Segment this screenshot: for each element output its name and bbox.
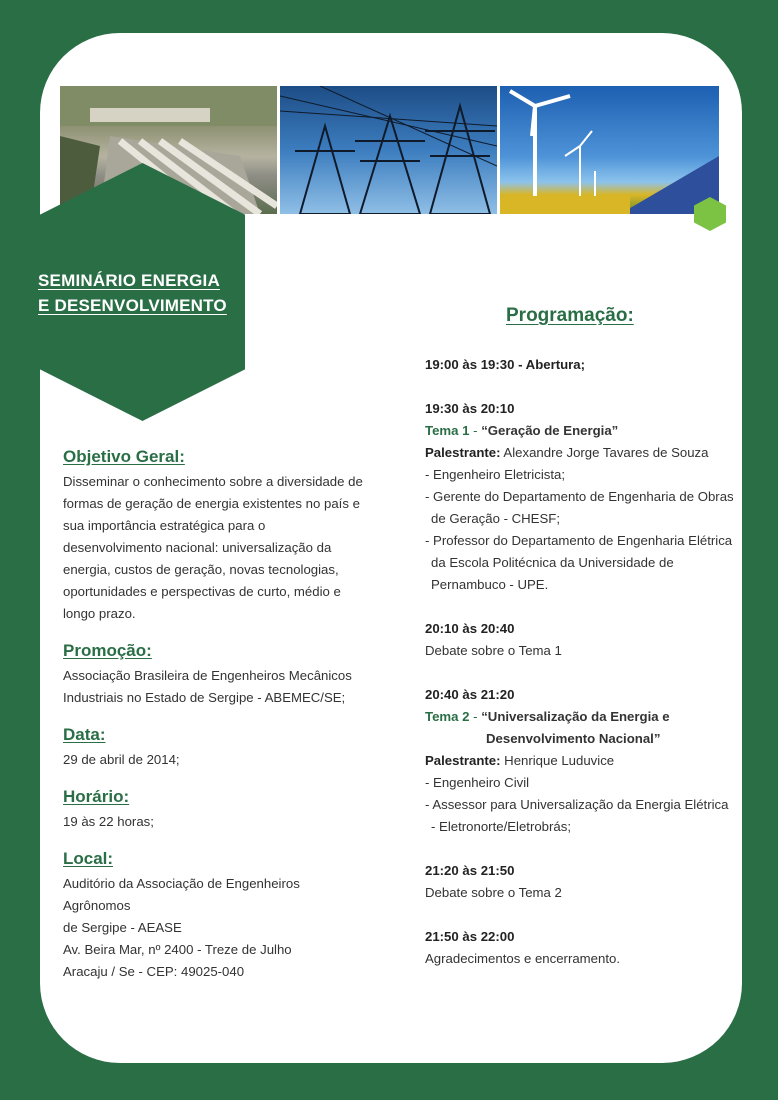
schedule-item: 20:40 às 21:20 Tema 2 - “Universalização da Energia e Desenvolvimento Nacional” Palestrante: Henrique Luduvice - Engenheiro Civil - Assessor para Universalização da Energia Elétrica - Eletronorte/Eletrobrás; (425, 684, 735, 838)
promocao-text: Associação Brasileira de Engenheiros Mecânicos Industriais no Estado de Sergipe - ABEMEC/SE; (63, 668, 352, 705)
objetivo-text: Disseminar o conhecimento sobre a diversidade de formas de geração de energia existentes no país e sua importância estratégica para o desenvolvimento nacional: universalização da energia, custos de geração, novas tecnologias, oportunidades e perspectivas de curto, médio e longo prazo. (63, 474, 363, 621)
schedule-time: 19:00 às 19:30 - Abertura; (425, 357, 586, 372)
schedule-item: 19:30 às 20:10 Tema 1 - “Geração de Energia” Palestrante: Alexandre Jorge Tavares de Souza - Engenheiro Eletricista; - Gerente do Departamento de Engenharia de Obras de Geração - CHESF; - Professor do Departamento de Engenharia Elétrica da Escola Politécnica da Universidade de Pernambuco - UPE. (425, 398, 735, 596)
transmission-towers-photo (280, 86, 497, 214)
schedule-item: 20:10 às 20:40 Debate sobre o Tema 1 (425, 618, 735, 662)
event-title-line-1: SEMINÁRIO ENERGIA (38, 271, 220, 290)
event-info-column (63, 445, 363, 997)
speaker-line: Palestrante: Henrique Luduvice (425, 753, 615, 768)
schedule-time: 19:30 às 20:10 (425, 401, 515, 416)
local-section (63, 847, 363, 983)
programacao-schedule (425, 354, 735, 992)
tema-1-title: Tema 1 - “Geração de Energia” (425, 423, 619, 438)
local-text: Auditório da Associação de Engenheiros Agrônomos de Sergipe - AEASE Av. Beira Mar, nº 2400 - Treze de Julho Aracaju / Se - CEP: 49025-040 (63, 876, 300, 979)
schedule-time: 20:40 às 21:20 (425, 687, 515, 702)
schedule-time: 20:10 às 20:40 (425, 621, 515, 636)
data-heading: Data: (63, 725, 106, 744)
data-section (63, 723, 363, 771)
schedule-item (425, 354, 735, 376)
schedule-item: 21:20 às 21:50 Debate sobre o Tema 2 (425, 860, 735, 904)
event-title-line-2: E DESENVOLVIMENTO (38, 296, 227, 315)
programacao-heading: Programação: (506, 305, 634, 326)
data-text: 29 de abril de 2014; (63, 752, 180, 767)
objetivo-heading: Objetivo Geral: (63, 447, 185, 466)
horario-text: 19 às 22 horas; (63, 814, 154, 829)
promocao-heading: Promoção: (63, 641, 152, 660)
horario-section (63, 785, 363, 833)
wind-solar-photo (500, 86, 719, 214)
schedule-item: 21:50 às 22:00 Agradecimentos e encerramento. (425, 926, 735, 970)
local-heading: Local: (63, 849, 114, 868)
schedule-time: 21:20 às 21:50 (425, 863, 515, 878)
speaker-line: Palestrante: Alexandre Jorge Tavares de Souza (425, 445, 709, 460)
promocao-section (63, 639, 363, 709)
event-title (38, 268, 248, 318)
horario-heading: Horário: (63, 787, 130, 806)
schedule-time: 21:50 às 22:00 (425, 929, 515, 944)
objetivo-section (63, 445, 363, 625)
tema-2-title: Tema 2 - “Universalização da Energia e (425, 709, 670, 724)
